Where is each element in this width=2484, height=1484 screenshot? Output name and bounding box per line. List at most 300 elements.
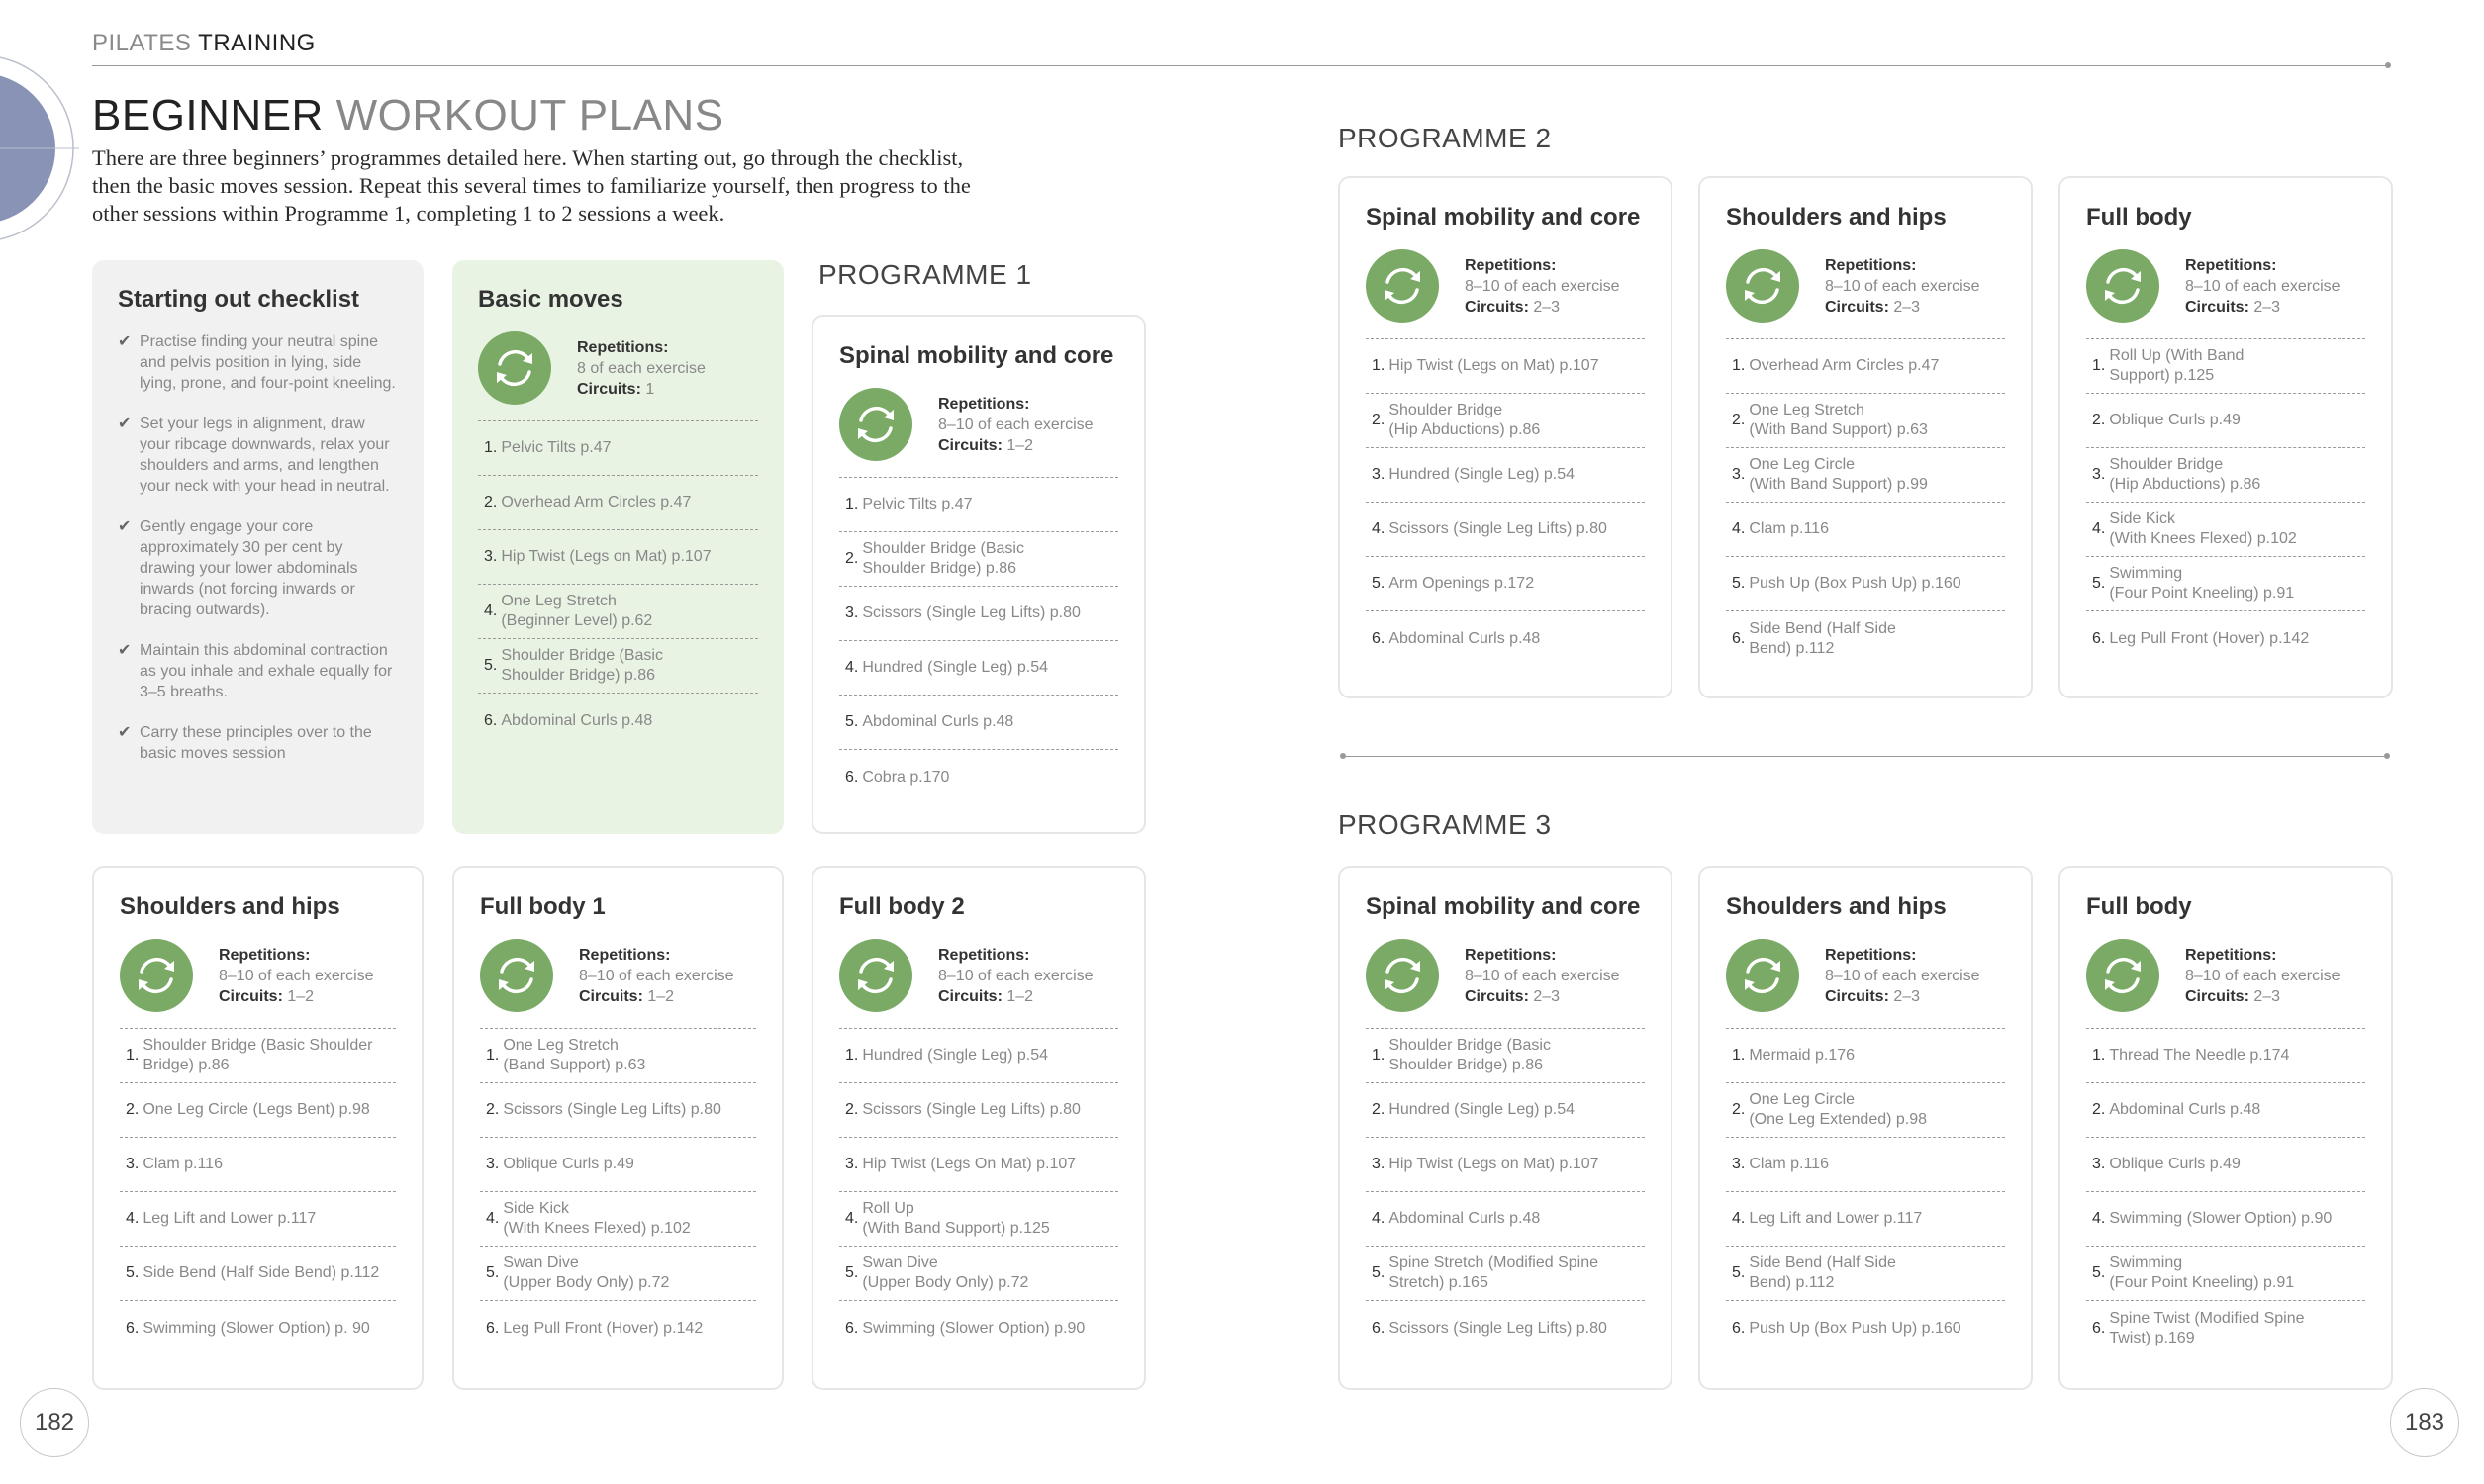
circular-arrows-icon (1726, 249, 1799, 323)
exercise-item (2086, 611, 2365, 666)
exercise-number: 3. (126, 1156, 140, 1172)
exercise-number: 5. (484, 657, 498, 674)
programme-divider (1343, 756, 2387, 757)
exercise-text: Overhead Arm Circles p.47 (1749, 357, 1940, 374)
exercise-number: 6. (2092, 1319, 2106, 1337)
circular-arrows-icon (478, 331, 551, 405)
exercise-text: One Leg Circle (Legs Bent) p.98 (143, 1101, 370, 1118)
exercise-text: Side Kick (With Knees Flexed) p.102 (503, 1200, 691, 1237)
exercise-item (2086, 503, 2365, 557)
exercise-text: Shoulder Bridge (Hip Abductions) p.86 (1388, 402, 1541, 438)
exercise-number: 2. (484, 494, 498, 510)
repetitions-label: Repetitions: (219, 946, 311, 964)
circuits-label: Circuits: (1825, 298, 1889, 316)
checklist-item (118, 516, 398, 620)
exercise-text: Roll Up (With Band Support) p.125 (2109, 347, 2245, 384)
exercise-number: 3. (2092, 1156, 2106, 1172)
exercise-text: One Leg Stretch (With Band Support) p.63 (1749, 402, 1928, 438)
exercise-text: Hundred (Single Leg) p.54 (1388, 466, 1576, 483)
exercise-text: Swimming (Four Point Kneeling) p.91 (2109, 565, 2295, 602)
circuits-label: Circuits: (938, 987, 1003, 1005)
exercise-text: Roll Up (With Band Support) p.125 (862, 1200, 1050, 1237)
exercise-item (1366, 1083, 1645, 1138)
exercise-number: 6. (126, 1319, 140, 1337)
exercise-text: One Leg Circle (With Band Support) p.99 (1749, 456, 1928, 493)
repetitions-block (2086, 249, 2365, 323)
card-title: Full body 2 (839, 893, 965, 920)
circuits-value: 1–2 (1006, 436, 1034, 454)
exercise-text: Leg Lift and Lower p.117 (1749, 1210, 1923, 1227)
circuits-value: 1–2 (1006, 987, 1034, 1005)
exercise-item (1726, 1083, 2005, 1138)
exercise-item (120, 1029, 396, 1083)
p3-spinal-card (1338, 866, 1672, 1390)
exercise-text: Swan Dive (Upper Body Only) p.72 (503, 1254, 670, 1291)
exercise-text: Clam p.116 (1749, 1156, 1829, 1172)
exercise-text: Scissors (Single Leg Lifts) p.80 (862, 604, 1081, 621)
exercise-number: 2. (1372, 412, 1385, 428)
exercise-text: Swan Dive (Upper Body Only) p.72 (862, 1254, 1029, 1291)
repetitions-value: 8–10 of each exercise (2185, 277, 2341, 295)
circuits-value: 2–3 (1893, 298, 1921, 316)
circular-arrows-icon (1366, 939, 1439, 1012)
exercise-item (2086, 1083, 2365, 1138)
circuits-value: 1–2 (287, 987, 315, 1005)
exercise-text: Swimming (Slower Option) p.90 (862, 1319, 1086, 1337)
exercise-item (2086, 339, 2365, 394)
exercise-item (478, 639, 758, 694)
checklist-item-text: Gently engage your core approximately 30 per cent by drawing your lower abdominals inwards (not forcing inwards or bracing outwards). (140, 518, 358, 618)
circular-arrows-icon (1366, 249, 1439, 323)
exercise-number: 2. (1732, 1101, 1746, 1118)
repetitions-block (478, 331, 758, 405)
exercise-text: Side Bend (Half Side Bend) p.112 (143, 1264, 380, 1281)
p1-full-body-1-card (452, 866, 784, 1390)
exercise-text: Mermaid p.176 (1749, 1047, 1856, 1064)
exercise-number: 1. (2092, 357, 2106, 374)
p3-full-body-card (2058, 866, 2393, 1390)
card-title: Shoulders and hips (120, 893, 340, 920)
circuits-value: 2–3 (1533, 987, 1561, 1005)
circuits-value: 1–2 (647, 987, 675, 1005)
exercise-item (839, 696, 1118, 750)
circuits-label: Circuits: (1825, 987, 1889, 1005)
exercise-item (839, 1301, 1118, 1355)
exercise-item (1726, 394, 2005, 448)
exercise-text: Push Up (Box Push Up) p.160 (1749, 575, 1961, 592)
exercise-item (2086, 1029, 2365, 1083)
exercise-number: 6. (2092, 629, 2106, 647)
exercise-number: 4. (845, 1210, 859, 1227)
exercise-text: Hundred (Single Leg) p.54 (862, 1047, 1049, 1064)
exercise-number: 1. (1732, 1047, 1746, 1064)
exercise-text: Pelvic Tilts p.47 (501, 439, 612, 456)
exercise-item (480, 1301, 756, 1355)
card-title: Full body (2086, 204, 2192, 231)
exercise-number: 1. (1732, 357, 1746, 374)
circuits-label: Circuits: (938, 436, 1003, 454)
p1-spinal-card (812, 315, 1146, 834)
checklist-item-text: Maintain this abdominal contraction as you inhale and exhale equally for 3–5 breaths. (140, 642, 393, 700)
exercise-text: Leg Lift and Lower p.117 (143, 1210, 317, 1227)
exercise-text: Shoulder Bridge (Basic Shoulder Bridge) p.86 (501, 647, 663, 684)
exercise-text: Shoulder Bridge (Hip Abductions) p.86 (2109, 456, 2261, 493)
exercise-text: Scissors (Single Leg Lifts) p.80 (1388, 1319, 1607, 1337)
exercise-item (1366, 557, 1645, 611)
repetitions-block (480, 939, 756, 1012)
exercise-text: Hip Twist (Legs on Mat) p.107 (501, 548, 712, 565)
exercise-text: Arm Openings p.172 (1388, 575, 1535, 592)
exercise-text: Clam p.116 (143, 1156, 223, 1172)
exercise-number: 2. (126, 1101, 140, 1118)
exercise-number: 6. (845, 768, 859, 786)
repetitions-block (1726, 939, 2005, 1012)
circuits-label: Circuits: (2185, 987, 2249, 1005)
repetitions-block (1726, 249, 2005, 323)
check-icon: ✔ (118, 724, 132, 741)
repetitions-value: 8–10 of each exercise (1465, 967, 1620, 984)
circular-arrows-icon (2086, 249, 2159, 323)
exercise-list (1726, 1028, 2005, 1355)
exercise-number: 1. (1372, 357, 1385, 374)
exercise-number: 5. (486, 1264, 500, 1281)
repetitions-text (2185, 945, 2341, 1007)
exercise-number: 1. (484, 439, 498, 456)
exercise-number: 3. (1372, 1156, 1385, 1172)
exercise-number: 3. (1732, 1156, 1746, 1172)
repetitions-text (579, 945, 734, 1007)
exercise-item (2086, 448, 2365, 503)
exercise-item (1366, 394, 1645, 448)
exercise-item (1726, 448, 2005, 503)
exercise-item (839, 587, 1118, 641)
repetitions-text (1465, 255, 1620, 318)
checklist-item (118, 640, 398, 702)
exercise-item (480, 1247, 756, 1301)
exercise-list (1366, 1028, 1645, 1355)
checklist-card (92, 260, 424, 834)
basic-moves-card (452, 260, 784, 834)
exercise-text: Hundred (Single Leg) p.54 (1388, 1101, 1576, 1118)
programme-1-label: PROGRAMME 1 (818, 259, 1032, 290)
exercise-text: Swimming (Slower Option) p. 90 (143, 1319, 370, 1337)
checklist-item (118, 722, 398, 764)
exercise-item (478, 694, 758, 748)
repetitions-value: 8–10 of each exercise (2185, 967, 2341, 984)
exercise-item (1726, 339, 2005, 394)
exercise-number: 1. (126, 1047, 140, 1064)
p1-full-body-2-card (812, 866, 1146, 1390)
exercise-item (480, 1029, 756, 1083)
p1-shoulders-card (92, 866, 424, 1390)
checklist-item-text: Set your legs in alignment, draw your ribcage downwards, relax your shoulders and arms, and lengthen your neck with your head in neutral. (140, 416, 390, 495)
page-title-bold: BEGINNER (92, 91, 324, 139)
programme-2-label: PROGRAMME 2 (1338, 123, 1552, 153)
running-head (92, 30, 316, 57)
exercise-number: 2. (2092, 1101, 2106, 1118)
exercise-text: Thread The Needle p.174 (2109, 1047, 2290, 1064)
exercise-item (839, 1192, 1118, 1247)
circuits-value: 2–3 (2253, 298, 2281, 316)
exercise-list (839, 477, 1118, 804)
page-title-light: WORKOUT PLANS (335, 91, 724, 139)
exercise-text: Oblique Curls p.49 (2109, 1156, 2241, 1172)
circular-arrows-icon (480, 939, 553, 1012)
exercise-text: Shoulder Bridge (Basic Shoulder Bridge) p.86 (143, 1037, 373, 1073)
exercise-number: 4. (1372, 520, 1385, 537)
page-number-right: 183 (2390, 1388, 2459, 1457)
exercise-number: 3. (845, 1156, 859, 1172)
exercise-list (2086, 338, 2365, 666)
exercise-number: 4. (1372, 1210, 1385, 1227)
exercise-number: 5. (2092, 575, 2106, 592)
exercise-item (839, 1247, 1118, 1301)
repetitions-text (938, 394, 1094, 456)
repetitions-label: Repetitions: (1825, 256, 1917, 274)
exercise-text: One Leg Stretch (Band Support) p.63 (503, 1037, 646, 1073)
check-icon: ✔ (118, 416, 132, 432)
exercise-item (480, 1138, 756, 1192)
repetitions-label: Repetitions: (1465, 946, 1557, 964)
exercise-item (839, 1083, 1118, 1138)
card-title: Basic moves (478, 286, 623, 313)
exercise-item (480, 1083, 756, 1138)
exercise-number: 2. (845, 550, 859, 567)
exercise-item (1366, 1247, 1645, 1301)
card-title: Spinal mobility and core (1366, 893, 1641, 920)
exercise-text: Push Up (Box Push Up) p.160 (1749, 1319, 1961, 1337)
exercise-text: Abdominal Curls p.48 (1388, 1210, 1541, 1227)
running-head-chapter: TRAINING (198, 30, 316, 56)
exercise-number: 3. (486, 1156, 500, 1172)
exercise-item (1726, 1192, 2005, 1247)
checklist-item (118, 414, 398, 497)
exercise-item (839, 641, 1118, 696)
exercise-item (1726, 557, 2005, 611)
exercise-list (478, 420, 758, 748)
card-title: Spinal mobility and core (839, 342, 1114, 369)
repetitions-label: Repetitions: (1465, 256, 1557, 274)
circular-arrows-icon (2086, 939, 2159, 1012)
programme-3-label: PROGRAMME 3 (1338, 809, 1552, 840)
repetitions-label: Repetitions: (1825, 946, 1917, 964)
repetitions-text (577, 337, 706, 400)
exercise-item (2086, 557, 2365, 611)
exercise-text: Side Kick (With Knees Flexed) p.102 (2109, 510, 2297, 547)
exercise-item (839, 532, 1118, 587)
exercise-item (1726, 1247, 2005, 1301)
exercise-item (478, 421, 758, 476)
exercise-number: 2. (2092, 412, 2106, 428)
check-icon: ✔ (118, 333, 132, 350)
exercise-item (478, 585, 758, 639)
exercise-text: Side Bend (Half Side Bend) p.112 (1749, 1254, 1896, 1291)
exercise-item (2086, 1247, 2365, 1301)
checklist-item (118, 331, 398, 394)
exercise-item (1366, 1301, 1645, 1355)
card-title: Shoulders and hips (1726, 893, 1947, 920)
exercise-item (839, 1029, 1118, 1083)
repetitions-value: 8–10 of each exercise (219, 967, 374, 984)
exercise-number: 1. (486, 1047, 500, 1064)
exercise-text: Swimming (Slower Option) p.90 (2109, 1210, 2333, 1227)
exercise-text: Shoulder Bridge (Basic Shoulder Bridge) p.86 (1388, 1037, 1551, 1073)
check-icon: ✔ (118, 518, 132, 535)
exercise-text: Hundred (Single Leg) p.54 (862, 659, 1049, 676)
exercise-number: 3. (1372, 466, 1385, 483)
exercise-number: 2. (1732, 412, 1746, 428)
exercise-list (1726, 338, 2005, 666)
exercise-item (2086, 1138, 2365, 1192)
exercise-item (1726, 1138, 2005, 1192)
exercise-item (1726, 1301, 2005, 1355)
exercise-item (1366, 611, 1645, 666)
exercise-list (2086, 1028, 2365, 1355)
exercise-text: Scissors (Single Leg Lifts) p.80 (1388, 520, 1607, 537)
exercise-number: 2. (845, 1101, 859, 1118)
exercise-number: 1. (845, 1047, 859, 1064)
exercise-list (480, 1028, 756, 1355)
exercise-number: 5. (1372, 1264, 1385, 1281)
circuits-value: 2–3 (1893, 987, 1921, 1005)
exercise-text: Abdominal Curls p.48 (1388, 629, 1541, 647)
exercise-number: 3. (845, 604, 859, 621)
exercise-text: Oblique Curls p.49 (2109, 412, 2241, 428)
circular-arrows-icon (120, 939, 193, 1012)
circuits-value: 1 (645, 380, 655, 398)
repetitions-text (1825, 255, 1980, 318)
page-title (92, 91, 724, 140)
exercise-item (120, 1083, 396, 1138)
exercise-number: 5. (845, 713, 859, 730)
repetitions-label: Repetitions: (577, 338, 669, 356)
repetitions-text (2185, 255, 2341, 318)
repetitions-value: 8 of each exercise (577, 359, 706, 377)
circuits-label: Circuits: (579, 987, 643, 1005)
exercise-number: 6. (484, 711, 498, 729)
exercise-number: 5. (1732, 575, 1746, 592)
exercise-item (478, 530, 758, 585)
exercise-text: Hip Twist (Legs On Mat) p.107 (862, 1156, 1077, 1172)
exercise-number: 1. (2092, 1047, 2106, 1064)
exercise-number: 6. (845, 1319, 859, 1337)
repetitions-label: Repetitions: (2185, 946, 2277, 964)
exercise-item (1366, 448, 1645, 503)
exercise-text: Scissors (Single Leg Lifts) p.80 (503, 1101, 721, 1118)
repetitions-text (219, 945, 374, 1007)
exercise-number: 1. (845, 496, 859, 512)
exercise-number: 4. (845, 659, 859, 676)
exercise-item (2086, 1192, 2365, 1247)
exercise-list (120, 1028, 396, 1355)
exercise-number: 4. (484, 603, 498, 619)
exercise-item (1726, 503, 2005, 557)
circuits-label: Circuits: (1465, 298, 1529, 316)
exercise-text: Swimming (Four Point Kneeling) p.91 (2109, 1254, 2295, 1291)
exercise-text: Shoulder Bridge (Basic Shoulder Bridge) p.86 (862, 540, 1024, 577)
exercise-item (839, 478, 1118, 532)
exercise-number: 2. (1372, 1101, 1385, 1118)
repetitions-value: 8–10 of each exercise (938, 416, 1094, 433)
exercise-text: Cobra p.170 (862, 768, 950, 786)
exercise-text: Abdominal Curls p.48 (862, 713, 1014, 730)
exercise-item (120, 1301, 396, 1355)
exercise-item (480, 1192, 756, 1247)
exercise-number: 6. (486, 1319, 500, 1337)
exercise-item (1366, 1192, 1645, 1247)
p2-full-body-card (2058, 176, 2393, 698)
repetitions-value: 8–10 of each exercise (938, 967, 1094, 984)
exercise-text: Pelvic Tilts p.47 (862, 496, 973, 512)
exercise-number: 4. (1732, 520, 1746, 537)
exercise-item (1726, 611, 2005, 666)
exercise-number: 5. (845, 1264, 859, 1281)
exercise-item (2086, 1301, 2365, 1355)
exercise-number: 3. (1732, 466, 1746, 483)
circular-arrows-icon (839, 388, 912, 461)
running-head-section: PILATES (92, 30, 192, 56)
exercise-item (1366, 1138, 1645, 1192)
repetitions-label: Repetitions: (938, 946, 1030, 964)
repetitions-value: 8–10 of each exercise (579, 967, 734, 984)
exercise-number: 3. (484, 548, 498, 565)
exercise-item (839, 1138, 1118, 1192)
exercise-text: Abdominal Curls p.48 (501, 711, 653, 729)
exercise-item (1366, 1029, 1645, 1083)
repetitions-label: Repetitions: (579, 946, 671, 964)
repetitions-block (839, 939, 1118, 1012)
exercise-item (478, 476, 758, 530)
circuits-label: Circuits: (2185, 298, 2249, 316)
exercise-text: Hip Twist (Legs on Mat) p.107 (1388, 1156, 1599, 1172)
repetitions-block (120, 939, 396, 1012)
exercise-text: One Leg Stretch (Beginner Level) p.62 (501, 593, 653, 629)
p2-spinal-card (1338, 176, 1672, 698)
exercise-text: Abdominal Curls p.48 (2109, 1101, 2261, 1118)
exercise-text: Hip Twist (Legs on Mat) p.107 (1388, 357, 1599, 374)
exercise-text: One Leg Circle (One Leg Extended) p.98 (1749, 1091, 1928, 1128)
exercise-text: Spine Stretch (Modified Spine Stretch) p.165 (1388, 1254, 1599, 1291)
exercise-number: 6. (1732, 629, 1746, 647)
repetitions-label: Repetitions: (938, 395, 1030, 413)
exercise-list (839, 1028, 1118, 1355)
exercise-item (1726, 1029, 2005, 1083)
exercise-number: 5. (126, 1264, 140, 1281)
exercise-number: 3. (2092, 466, 2106, 483)
repetitions-block (1366, 249, 1645, 323)
exercise-text: Leg Pull Front (Hover) p.142 (2109, 629, 2310, 647)
exercise-number: 6. (1372, 1319, 1385, 1337)
exercise-text: Leg Pull Front (Hover) p.142 (503, 1319, 704, 1337)
card-title: Shoulders and hips (1726, 204, 1947, 231)
exercise-list (1366, 338, 1645, 666)
exercise-item (1366, 503, 1645, 557)
circuits-label: Circuits: (1465, 987, 1529, 1005)
card-title: Full body 1 (480, 893, 606, 920)
repetitions-block (2086, 939, 2365, 1012)
card-title: Spinal mobility and core (1366, 204, 1641, 231)
repetitions-block (839, 388, 1118, 461)
repetitions-text (938, 945, 1094, 1007)
header-rule (92, 65, 2388, 66)
intro-text: There are three beginners’ programmes detailed here. When starting out, go through the checklist, then the basic moves session. Repeat this several times to familiarize yourself, then progress to the other sessions within Programme 1, completing 1 to 2 sessions a week. (92, 145, 971, 226)
exercise-text: Scissors (Single Leg Lifts) p.80 (862, 1101, 1081, 1118)
exercise-number: 5. (2092, 1264, 2106, 1281)
exercise-number: 4. (1732, 1210, 1746, 1227)
circular-arrows-icon (839, 939, 912, 1012)
circular-arrows-icon (1726, 939, 1799, 1012)
repetitions-block (1366, 939, 1645, 1012)
